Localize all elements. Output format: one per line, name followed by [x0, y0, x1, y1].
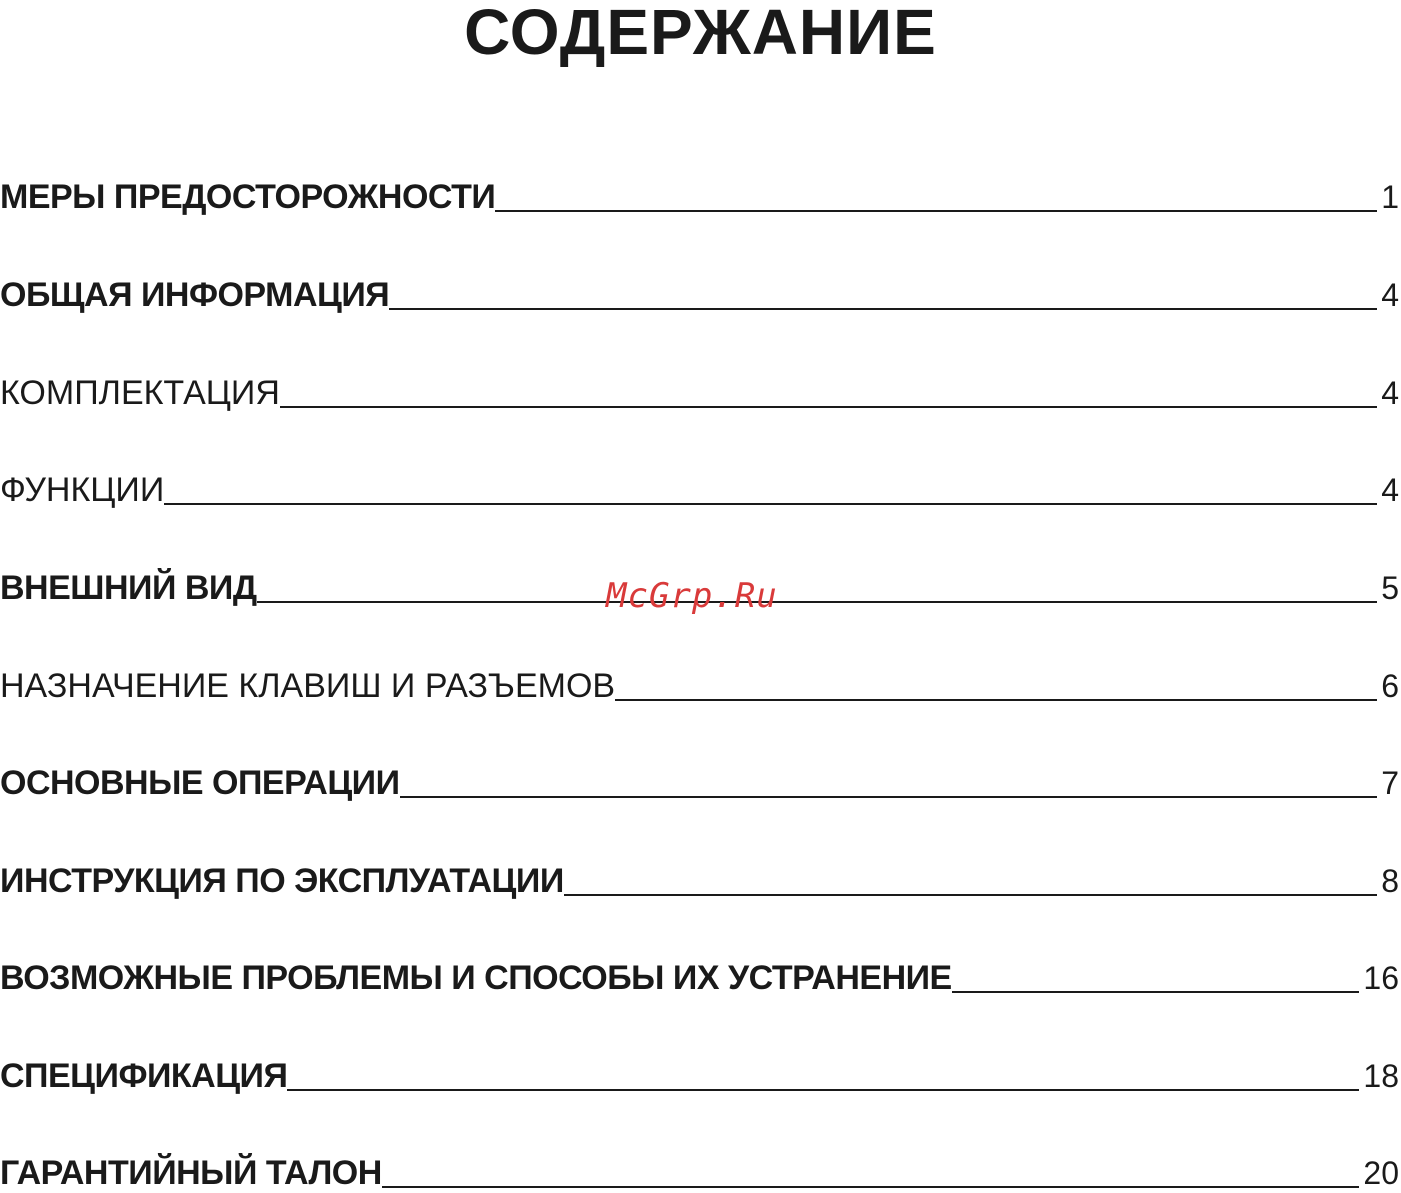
toc-leader-line	[564, 893, 1377, 896]
toc-entry-label: ОСНОВНЫЕ ОПЕРАЦИИ	[0, 764, 400, 802]
toc-entry	[0, 665, 1401, 705]
page-title: СОДЕРЖАНИЕ	[464, 0, 937, 68]
toc-entry-page-number: 18	[1363, 1058, 1399, 1094]
toc-entry-label: ОБЩАЯ ИНФОРМАЦИЯ	[0, 276, 390, 314]
toc-leader-line	[952, 990, 1360, 993]
toc-entry	[0, 1152, 1401, 1192]
watermark: McGrp.Ru	[606, 576, 778, 616]
toc-entry-label: ИНСТРУКЦИЯ ПО ЭКСПЛУАТАЦИИ	[0, 862, 564, 900]
toc-entry-page-number: 20	[1363, 1155, 1399, 1191]
toc-entry-page-number: 8	[1381, 863, 1399, 899]
toc-leader-line	[382, 1185, 1360, 1188]
toc-entry	[0, 957, 1401, 997]
toc-entry-page-number: 4	[1381, 277, 1399, 313]
toc-leader-line	[389, 307, 1377, 310]
toc-entry	[0, 176, 1401, 216]
toc-entry	[0, 469, 1401, 509]
toc-entry-page-number: 5	[1381, 570, 1399, 606]
toc-leader-line	[495, 209, 1377, 212]
toc-entry-page-number: 4	[1381, 375, 1399, 411]
toc-entry-label: МЕРЫ ПРЕДОСТОРОЖНОСТИ	[0, 178, 496, 216]
toc-entry-label: СПЕЦИФИКАЦИЯ	[0, 1057, 288, 1095]
toc-entry	[0, 274, 1401, 314]
toc-entry-label: ВНЕШНИЙ ВИД	[0, 569, 257, 607]
toc-entry	[0, 860, 1401, 900]
toc-entry-page-number: 7	[1381, 765, 1399, 801]
toc-leader-line	[615, 698, 1377, 701]
toc-entry-label: ФУНКЦИИ	[0, 471, 165, 509]
toc-entry-page-number: 4	[1381, 472, 1399, 508]
toc-entry-label: ГАРАНТИЙНЫЙ ТАЛОН	[0, 1154, 382, 1192]
toc-entry-label: КОМПЛЕКТАЦИЯ	[0, 374, 280, 412]
toc-leader-line	[287, 1088, 1359, 1091]
toc-entry	[0, 1055, 1401, 1095]
toc-leader-line	[400, 795, 1378, 798]
toc-entry	[0, 762, 1401, 802]
toc-entry	[0, 372, 1401, 412]
toc-entry-page-number: 6	[1381, 668, 1399, 704]
toc-leader-line	[280, 405, 1377, 408]
toc-leader-line	[257, 600, 1378, 603]
toc-entry-label: ВОЗМОЖНЫЕ ПРОБЛЕМЫ И СПОСОБЫ ИХ УСТРАНЕНИЕ	[0, 959, 952, 997]
toc-entry-page-number: 1	[1381, 179, 1399, 215]
toc-entry-page-number: 16	[1363, 960, 1399, 996]
toc-leader-line	[164, 502, 1377, 505]
toc-entry-label: НАЗНАЧЕНИЕ КЛАВИШ И РАЗЪЕМОВ	[0, 667, 616, 705]
